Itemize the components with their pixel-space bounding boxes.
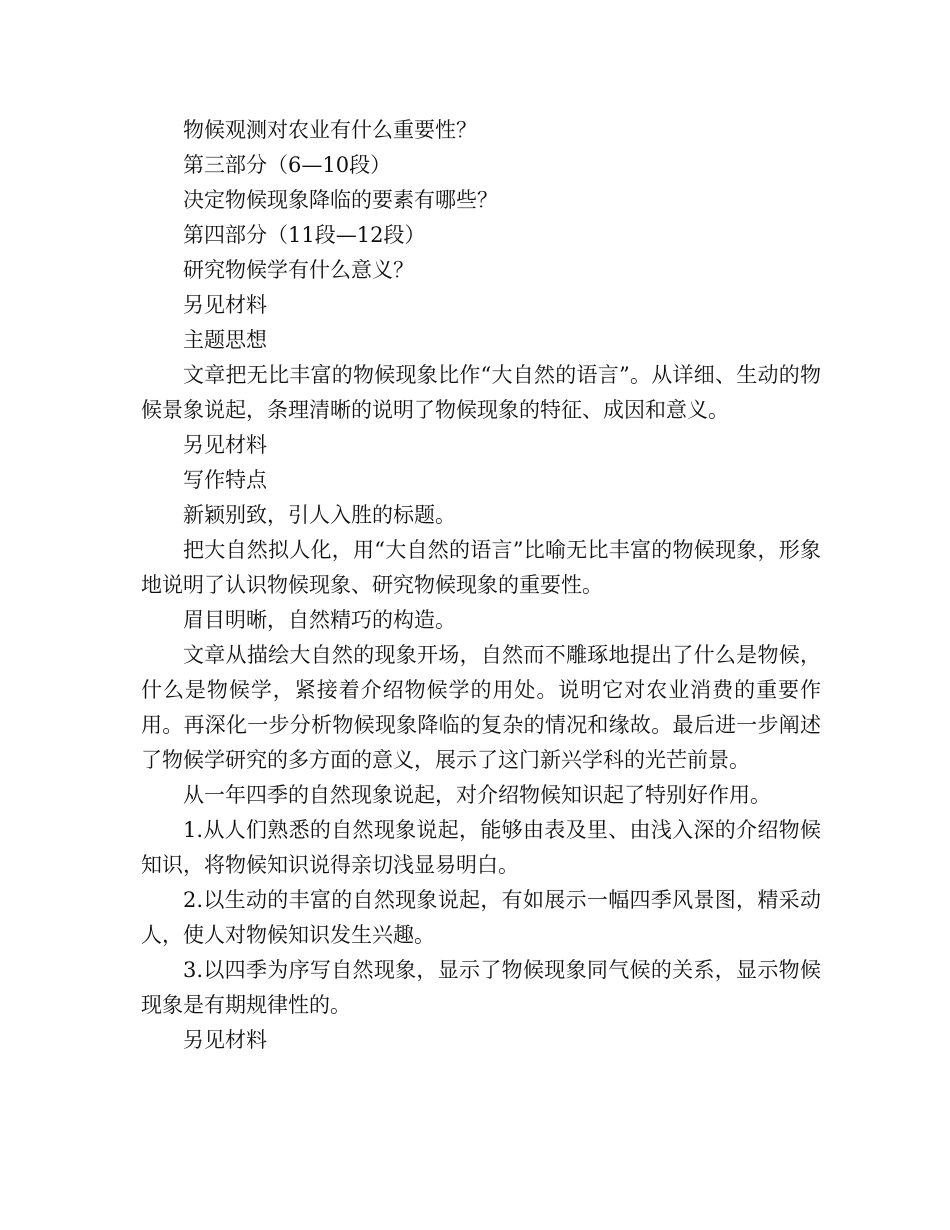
document-body — [141, 113, 821, 1058]
see-materials-note: 另见材料 — [183, 1028, 267, 1052]
theme-heading: 主题思想 — [183, 328, 267, 352]
feature-title-point: 新颖别致，引人入胜的标题。 — [183, 503, 456, 527]
theme-paragraph: 文章把无比丰富的物候现象比作“大自然的语言”。从详细、生动的物候景象说起，条理清晰的说明了物候现象的特征、成因和意义。 — [141, 363, 821, 422]
see-materials-note: 另见材料 — [183, 293, 267, 317]
feature-structure-point: 眉目明晰，自然精巧的构造。 — [183, 608, 456, 632]
see-materials-note: 另见材料 — [183, 433, 267, 457]
list-item-3: 3.以四季为序写自然现象，显示了物候现象同气候的关系，显示物候现象是有期规律性的。 — [141, 958, 821, 1017]
feature-seasons-point: 从一年四季的自然现象说起，对介绍物候知识起了特别好作用。 — [183, 783, 771, 807]
section-three-heading: 第三部分（6—10段） — [183, 153, 392, 177]
list-item-1: 1.从人们熟悉的自然现象说起，能够由表及里、由浅入深的介绍物候知识，将物候知识说得亲切浅显易明白。 — [141, 818, 821, 877]
question-factors: 决定物候现象降临的要素有哪些？ — [183, 188, 498, 212]
question-significance: 研究物候学有什么意义？ — [183, 258, 414, 282]
list-item-2: 2.以生动的丰富的自然现象说起，有如展示一幅四季风景图，精采动人，使人对物候知识发生兴趣。 — [141, 888, 821, 947]
section-four-heading: 第四部分（11段—12段） — [183, 223, 426, 247]
feature-title-paragraph: 把大自然拟人化，用“大自然的语言”比喻无比丰富的物候现象，形象地说明了认识物候现象、研究物候现象的重要性。 — [141, 538, 821, 597]
feature-structure-paragraph: 文章从描绘大自然的现象开场，自然而不雕琢地提出了什么是物候，什么是物候学，紧接着介绍物候学的用处。说明它对农业消费的重要作用。再深化一步分析物候现象降临的复杂的情况和缘故。最后进一步阐述了物候学研究的多方面的意义，展示了这门新兴学科的光芒前景。 — [141, 643, 821, 772]
question-agriculture: 物候观测对农业有什么重要性？ — [183, 118, 477, 142]
writing-features-heading: 写作特点 — [183, 468, 267, 492]
